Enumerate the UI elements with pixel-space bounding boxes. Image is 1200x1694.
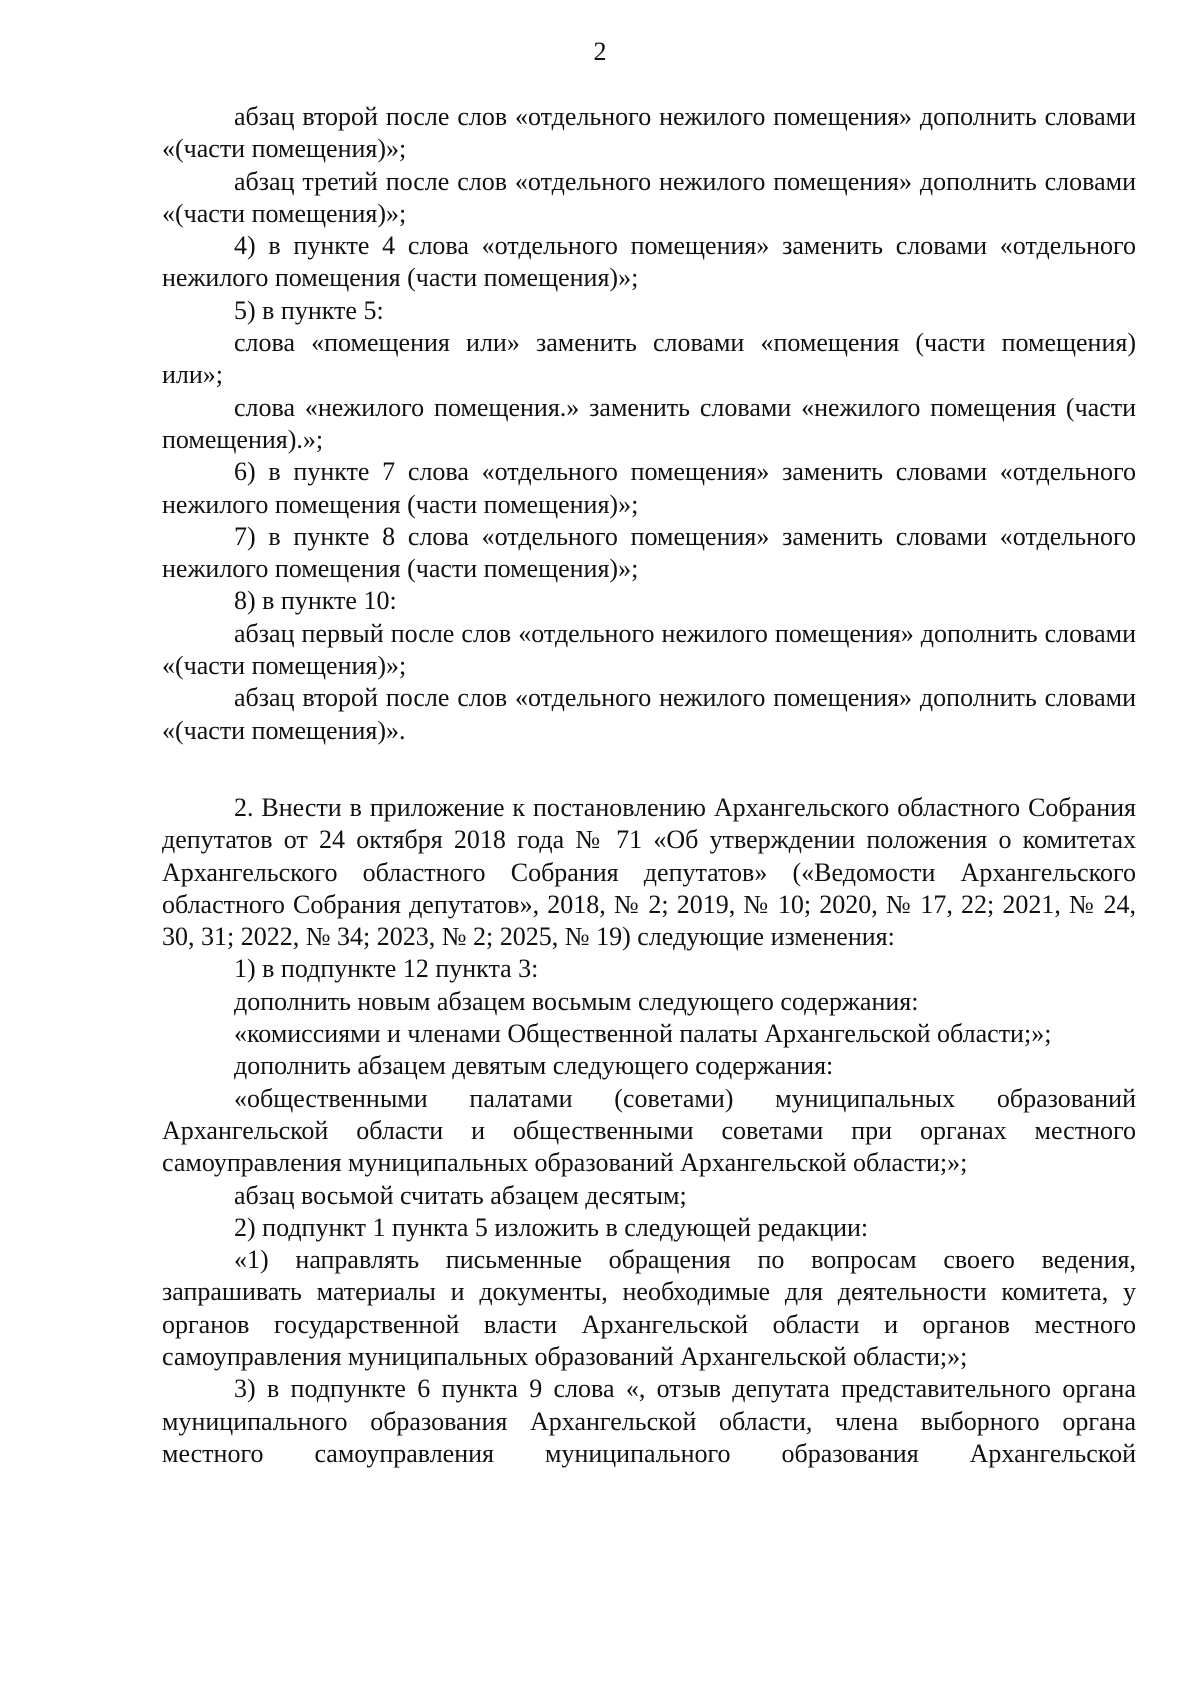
paragraph: 4) в пункте 4 слова «отдельного помещения» заменить словами «отдельного нежилого помещения (части помещения)»;: [162, 231, 1136, 293]
paragraph: абзац второй после слов «отдельного нежилого помещения» дополнить словами «(части помещения)»;: [162, 102, 1136, 164]
paragraph: абзац третий после слов «отдельного нежилого помещения» дополнить словами «(части помещения)»;: [162, 166, 1136, 228]
paragraph: 2. Внести в приложение к постановлению Архангельского областного Собрания депутатов от 24 октября 2018 года № 71 «Об утверждении положения о комитетах Архангельского областного Собрания депутатов» («Ведомости Архангельского областного Собрания депутатов», 2018, № 2; 2019, № 10; 2020, № 17, 22; 2021, № 24, 30, 31; 2022, № 34; 2023, № 2; 2025, № 19) следующие изменения:: [162, 792, 1136, 952]
paragraph: абзац второй после слов «отдельного нежилого помещения» дополнить словами «(части помещения)».: [162, 683, 1136, 745]
section-gap: [162, 747, 1136, 792]
paragraph: 8) в пункте 10:: [234, 586, 397, 616]
paragraph: абзац восьмой считать абзацем десятым;: [234, 1180, 687, 1210]
paragraph: «комиссиями и членами Общественной палаты Архангельской области;»;: [234, 1019, 1052, 1049]
paragraph: 6) в пункте 7 слова «отдельного помещения» заменить словами «отдельного нежилого помещения (части помещения)»;: [162, 457, 1136, 519]
paragraph: 3) в подпункте 6 пункта 9 слова «, отзыв депутата представительного органа муниципального образования Архангельской области, члена выборного органа местного самоуправления муниципального образования Архангельской: [162, 1374, 1136, 1468]
paragraph: 2) подпункт 1 пункта 5 изложить в следующей редакции:: [234, 1212, 869, 1242]
paragraph: слова «помещения или» заменить словами «помещения (части помещения) или»;: [162, 328, 1136, 390]
paragraph: дополнить новым абзацем восьмым следующего содержания:: [234, 986, 919, 1016]
paragraph: абзац первый после слов «отдельного нежилого помещения» дополнить словами «(части помещения)»;: [162, 618, 1136, 681]
paragraph: «общественными палатами (советами) муниципальных образований Архангельской области и общественными советами при органах местного самоуправления муниципальных образований Архангельской области;»;: [162, 1083, 1136, 1178]
paragraph: 1) в подпункте 12 пункта 3:: [234, 954, 539, 984]
paragraph: слова «нежилого помещения.» заменить словами «нежилого помещения (части помещения).»;: [162, 392, 1136, 454]
paragraph: дополнить абзацем девятым следующего содержания:: [234, 1051, 834, 1081]
page-number: 2: [593, 37, 607, 66]
paragraph: «1) направлять письменные обращения по вопросам своего ведения, запрашивать материалы и документы, необходимые для деятельности комитета, у органов государственной власти Архангельской области и органов местного самоуправления муниципальных образований Архангельской области;»;: [162, 1245, 1136, 1371]
document-body: [162, 101, 1136, 1470]
paragraph: 5) в пункте 5:: [234, 295, 384, 325]
paragraph: 7) в пункте 8 слова «отдельного помещения» заменить словами «отдельного нежилого помещения (части помещения)»;: [162, 521, 1136, 584]
